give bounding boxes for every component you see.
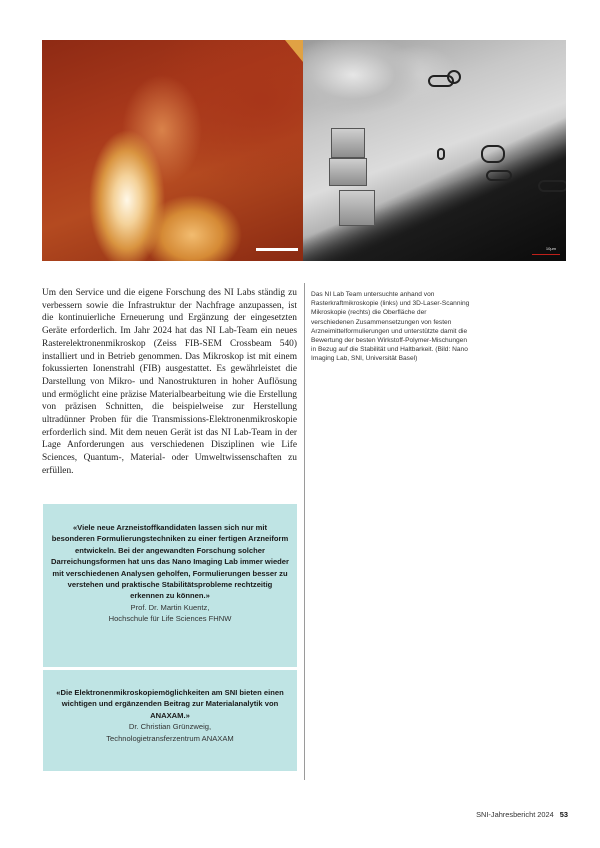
crystal-block [331, 128, 365, 158]
crystal-block [329, 158, 367, 186]
column-divider [304, 283, 305, 780]
sem-scale-bar [532, 254, 560, 256]
laser-scanning-microscopy-image [303, 40, 566, 261]
particle-outline [538, 180, 566, 192]
quote-text: «Die Elektronenmikroskopiemöglichkeiten am SNI bieten einen wichtigen und ergänzenden Beitrag zur Materialanalytik von ANAXAM.» [56, 688, 284, 720]
crystal-block [339, 190, 375, 226]
afm-scale-bar [256, 248, 298, 251]
quote-box-gruenzweig [43, 670, 297, 771]
quote-author: Dr. Christian Grünzweig, [128, 722, 212, 732]
scale-label: 10µm [545, 246, 556, 251]
particle-outline [437, 148, 445, 160]
body-paragraph: Um den Service und die eigene Forschung des NI Labs ständig zu verbessern sowie die Infrastruktur der Nachfrage anzupassen, ist die kontinuierliche Erneuerung und Ergänzung der eingesetzten Geräte erforderlich. Im Jahr 2024 hat das NI Lab-Team ein neues Rasterelektronenmikroskop (Zeiss FIB-SEM Crossbeam 540) installiert und in Betrieb genommen. Das Mikroskop ist mit einem fokussierten Ionenstrahl (FIB) ausgestattet. Es gewährleistet die Darstellung von Mikro- und Nanostrukturen in hoher Auflösung und ermöglicht eine präzise Materialbearbeitung wie die Erstellung von präzisen Schnitten, die beispielweise zur Herstellung ultradünner Proben für die Transmissions-Elektronenmikroskopie erforderlich sind. Mit dem neuen Gerät ist das NI Lab-Team in der Lage Anforderungen aus verschiedenen Disziplinen wie Life Sciences, Quantum-, Material- oder Umweltwissenschaften zu erfüllen. [42, 288, 297, 476]
page-number: 53 [559, 810, 568, 819]
particle-outline [447, 70, 461, 84]
afm-microscopy-image [42, 40, 303, 261]
afm-crystal-corner [285, 40, 303, 62]
quote-author: Prof. Dr. Martin Kuentz, [130, 602, 210, 612]
figure-caption: Das NI Lab Team untersuchte anhand von Rasterkraftmikroskopie (links) und 3D-Laser-Scanning Mikroskopie (rechts) die Oberfläche der verschiedenen Zusammensetzungen von festen Arzneimittelformulierungen und unterstützte damit die Bewertung der besten Wirkstoff-Polymer-Mischungen in Bezug auf die Stabilität und Haltbarkeit. (Bild: Nano Imaging Lab, SNI, Universität Basel) [311, 291, 470, 363]
particle-outline [486, 170, 512, 181]
report-title: SNI-Jahresbericht 2024 [476, 810, 554, 819]
quote-organization: Hochschule für Life Sciences FHNW [108, 614, 232, 624]
particle-outline [481, 145, 505, 163]
quote-text: «Viele neue Arzneistoffkandidaten lassen sich nur mit besonderen Formulierungstechniken zu einer fertigen Arzneiform entwickeln. Bei der angewandten Forschung solcher Darreichungsformen hat uns das Nano Imaging Lab immer wieder mit verschiedenen Analysen geholfen, Formulierungen besser zu verstehen und praktische Stabilitätsprobleme rechtzeitig erkennen zu können.» [51, 523, 289, 601]
quote-organization: Technologietransferzentrum ANAXAM [106, 733, 234, 743]
page-footer [476, 810, 568, 819]
quote-box-kuentz [43, 504, 297, 667]
